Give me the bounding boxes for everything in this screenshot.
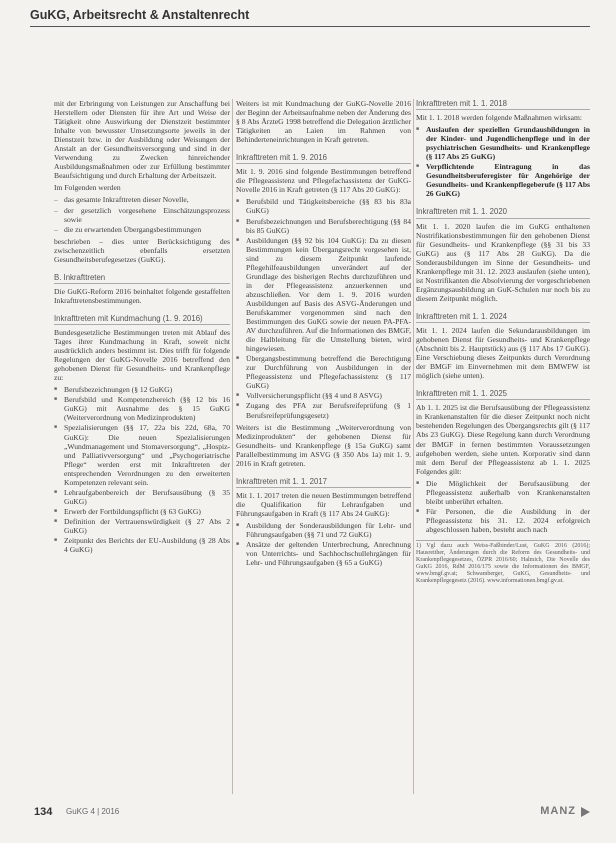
paragraph: Die GuKG-Reform 2016 beinhaltet folgende gestaffelten Inkrafttretensbestimmungen.	[54, 286, 230, 305]
page-footer	[34, 806, 590, 820]
bullet-list	[416, 125, 590, 198]
list-item: ■ Berufsbild und Kompetenzbereich (§§ 12 bis 16 GuKG) mit Ausnahme des § 15 GuKG (Weiterverordnung von Medizinprodukten)	[54, 395, 230, 422]
page-number: 134	[34, 806, 53, 818]
bullet-list	[54, 195, 230, 233]
list-item: ■ Für Personen, die die Ausbildung in der Pflegeassistenz bis 31. 12. 2024 erfolgreich abgeschlossen haben, besteht auch nach	[416, 507, 590, 534]
paragraph: Bundesgesetzliche Bestimmungen treten mit Ablauf des Tages ihrer Kundmachung in Kraft, soweit nicht ausdrücklich anders bestimmt ist. Dies trifft für folgende Regelungen der GuKG-Novelle 2016 betreffend den gehobenen Dienst für Gesundheits- und Krankenpflege zu:	[54, 327, 230, 383]
list-item: ■ Ansätze der geltenden Unterbrechung, Anrechnung von Unterrichts- und Sachhochschullehrgängen für Lehr- und Führungsaufgaben (§ 65 a GuKG)	[236, 540, 411, 567]
section-heading: Inkrafttreten mit 1. 1. 2025	[416, 389, 590, 400]
bullet-list	[416, 479, 590, 534]
paragraph: Mit 1. 1. 2018 werden folgende Maßnahmen wirksam:	[416, 113, 582, 123]
column-rule-2	[413, 99, 414, 794]
section-heading: Inkrafttreten mit 1. 1. 2024	[416, 312, 590, 323]
list-item: ■ Zugang des PFA zur Berufsreifeprüfung (§ 1 Berufsreifeprüfungsgesetz)	[236, 401, 411, 419]
running-header-title: GuKG, Arbeitsrecht & Anstaltenrecht	[30, 8, 250, 22]
paragraph: beschrieben – dies unter Berücksichtigung des zwischenzeitlich ebenfalls ersetzten Gesundheitsberufegesetzes (GuKG).	[54, 236, 230, 264]
list-item: ■ Berufsbezeichnungen (§ 12 GuKG)	[54, 385, 230, 394]
publisher-arrow-icon	[581, 807, 590, 817]
section-heading: B. Inkrafttreten	[54, 273, 230, 284]
bullet-list	[236, 521, 411, 567]
list-item: ■ Spezialisierungen (§§ 17, 22a bis 22d, 68a, 70 GuKG): Die neuen Spezialisierungen „Wundmanagement und Stomaversorgung“, „Hospiz- und Palliativversorgung“ und „Psychogeriatrische Pflege“ werden erst mit Inkrafttreten der entsprechenden Verordnungen zu den erweiterten Kompetenzen relevant sein.	[54, 423, 230, 486]
column-1	[54, 99, 230, 557]
paragraph: Mit 1. 9. 2016 sind folgende Bestimmungen betreffend die Pflegeassistenz und Pflegefachassistenz der GuKG-Novelle 2016 in Kraft getreten (§ 117 Abs 20 GuKG):	[236, 167, 411, 195]
list-item: ■ Lehraufgabenbereich der Berufsausübung (§ 35 GuKG)	[54, 488, 230, 506]
list-item: – der gesetzlich vorgesehene Einschätzungsprozess sowie	[54, 206, 230, 224]
list-item: ■ Zeitpunkt des Berichts der EU-Ausbildung (§ 28 Abs 4 GuKG)	[54, 536, 230, 554]
list-item: ■ Übergangsbestimmung betreffend die Berechtigung zur Durchführung von Ausbildungen in der Pflegeassistenz und Pflegefachassistenz (§ 117 GuKG)	[236, 354, 411, 390]
list-item: ■ Definition der Vertrauenswürdigkeit (§ 27 Abs 2 GuKG)	[54, 517, 230, 535]
list-item: ■ Vollversicherungspflicht (§§ 4 und 8 ASVG)	[236, 391, 411, 400]
list-item: ■ Erwerb der Fortbildungspflicht (§ 63 GuKG)	[54, 507, 230, 516]
bullet-list	[54, 385, 230, 554]
bullet-list	[236, 197, 411, 419]
list-item: ■ Die Möglichkeit der Berufsausübung der Pflegeassistenz außerhalb von Krankenanstalten bleibt unberührt erhalten.	[416, 479, 590, 506]
paragraph: mit der Erbringung von Leistungen zur Anschaffung bei Herstellern oder Diensten für ihre Art und Weise der Tätigkeit ohne Auswirkung der Dienstzeit bestimmter Inhalte von bewusster Umsetzungsorte jeweils in der Dienstzeit bzw. in der Ausbildung oder Weisungen der Anstalt an der Gesundheitsversorgung und sind in der Verwendung zu Zwecken hinreichender Ausbildungsmaßnahmen oder zur Erfüllung bestimmter Beaufsichtigung und durch Erhaltung der Arbeitszeit.	[54, 99, 230, 181]
paragraph: Mit 1. 1. 2024 laufen die Sekundarausbildungen im gehobenen Dienst für Gesundheits- und Krankenpflege (Abschnitt bis 2. Hauptstück) aus (§ 117 Abs 17 GuKG). Eine Verschiebung dieses Zeitpunkts durch Verordnung der BMGF im Einvernehmen mit dem BMWFW ist möglich (siehe unten).	[416, 325, 590, 381]
column-rule-1	[232, 99, 233, 794]
publisher-logo: MANZ	[540, 805, 576, 817]
list-item: ■ Berufsbezeichnungen und Berufsberechtigung (§§ 84 bis 85 GuKG)	[236, 217, 411, 235]
list-item: – die zu erwartenden Übergangsbestimmungen	[54, 225, 230, 234]
paragraph: Weiters ist die Bestimmung „Weiterverordnung von Medizinprodukten“ der gehobenen Dienst für Gesundheits- und Krankenpflege (§ 15a GuKG) samt Parallelbestimmung im ASVG (§ 350 Abs 1a) mit 1. 9. 2016 in Kraft getreten.	[236, 422, 411, 468]
section-heading: Inkrafttreten mit 1. 9. 2016	[236, 153, 411, 164]
paragraph: Weiters ist mit Kundmachung der GuKG-Novelle 2016 der Beginn der Arbeitsaufnahme neben der Änderung des § 8 Abs ÄrzteG 1998 betreffend die Delegation ärztlicher Tätigkeiten an Laien im Rahmen von Behinderteneinrichtungen in Kraft getreten.	[236, 99, 411, 145]
paragraph: Mit 1. 1. 2017 treten die neuen Bestimmungen betreffend die Qualifikation für Lehraufgaben und Führungsaufgaben in Kraft (§ 117 Abs 24 GuKG):	[236, 490, 411, 518]
issue-label: GuKG 4 | 2016	[66, 807, 120, 816]
column-3	[416, 99, 590, 585]
list-item: – das gesamte Inkrafttreten dieser Novelle,	[54, 195, 230, 204]
list-item: ■ Ausbildung der Sonderausbildungen für Lehr- und Führungsaufgaben (§§ 71 und 72 GuKG)	[236, 521, 411, 539]
section-heading: Inkrafttreten mit Kundmachung (1. 9. 2016)	[54, 314, 230, 325]
list-item: ■ Berufsbild und Tätigkeitsbereiche (§§ 83 bis 83a GuKG)	[236, 197, 411, 215]
section-heading: Inkrafttreten mit 1. 1. 2018	[416, 99, 590, 110]
section-heading: Inkrafttreten mit 1. 1. 2020	[416, 207, 590, 218]
paragraph: Ab 1. 1. 2025 ist die Berufsausübung der Pflegeassistenz in Krankenanstalten für die dieser Zeitpunkt noch nicht bestehenden Regelungen des Übergangsrechts gilt (§ 117 Abs 23 GuKG). Diese Regelung kann durch Verordnung der BMGF in fernen bestimmten Voraussetzungen aufgehoben werden, siehe unten. Korporativ sind dann mit dem Beruf der Pflegeassistenz ab 1. 1. 2025 Folgendes gilt:	[416, 403, 590, 476]
paragraph: Mit 1. 1. 2020 laufen die im GuKG enthaltenen Nostrifikationsbestimmungen für den gehobenen Dienst für Gesundheits- und Krankenpflege (§§ 31 bis 33 GuKG) aus (§ 117 Abs 28 GuKG). Da die Sonderausbildungen im Sinne der Gesundheits- und Krankenpflege mit 31. 12. 2023 auslaufen (siehe unten), ist Nostrifikanten die Absolvierung der vorgeschriebenen Ergänzungsausbildung an GuK-Schulen nur noch bis zu diesem Zeitpunkt möglich.	[416, 221, 590, 303]
list-item: ■ Ausbildungen (§§ 92 bis 104 GuKG): Da zu diesen Bestimmungen kein Übergangsrecht vorgesehen ist, sind zu diesem Zeitpunkt laufende Pflegehilfeausbildungen unverändert auf der Grundlage des bisherigen Rechts durchzuführen und in der Pflegeassistenz anzuerkennen und abzuschließen. Vor dem 1. 9. 2016 wurden Ausbildungen auf Basis des ASVG-Änderungen und Berufskammer vorgenommen sind nach den Bestimmungen des GuKG sowie der neuen PA-PFA-AV durchzuführen. Auf die Informationen des BMGF, die Halbleitung für die Umstellung bieten, wird hingewiesen.	[236, 236, 411, 354]
paragraph: Im Folgenden werden	[54, 183, 121, 193]
running-header	[30, 6, 590, 27]
section-heading: Inkrafttreten mit 1. 1. 2017	[236, 477, 411, 488]
column-2	[236, 99, 411, 570]
list-item: ■ Auslaufen der speziellen Grundausbildungen in der Kinder- und Jugendlichenpflege und in der psychiatrischen Gesundheits- und Krankenpflege (§ 117 Abs 25 GuKG)	[416, 125, 590, 161]
list-item: ■ Verpflichtende Eintragung in das Gesundheitsberuferegister für Angehörige der Gesundheits- und Krankenpflegeberufe (§ 117 Abs 26 GuKG)	[416, 162, 590, 198]
footnote: 1) Vgl dazu auch Weiss-Faßbinder/Lust, GuKG 2016 (2016); Hausreither, Änderungen durch die Reform des Gesundheits- und Krankenpflegegesetzes, ÖZPR 2016/60; Halmich, Die Novelle des GuKG 2016, RdM 2016/175 sowie die Informationen des BMGF, www.bmgf.gv.at; Schwamberger, GuKG, Gesundheits- und Krankenpflegegesetz (2016). www.informationen.bmgf.gv.at.	[416, 540, 590, 585]
